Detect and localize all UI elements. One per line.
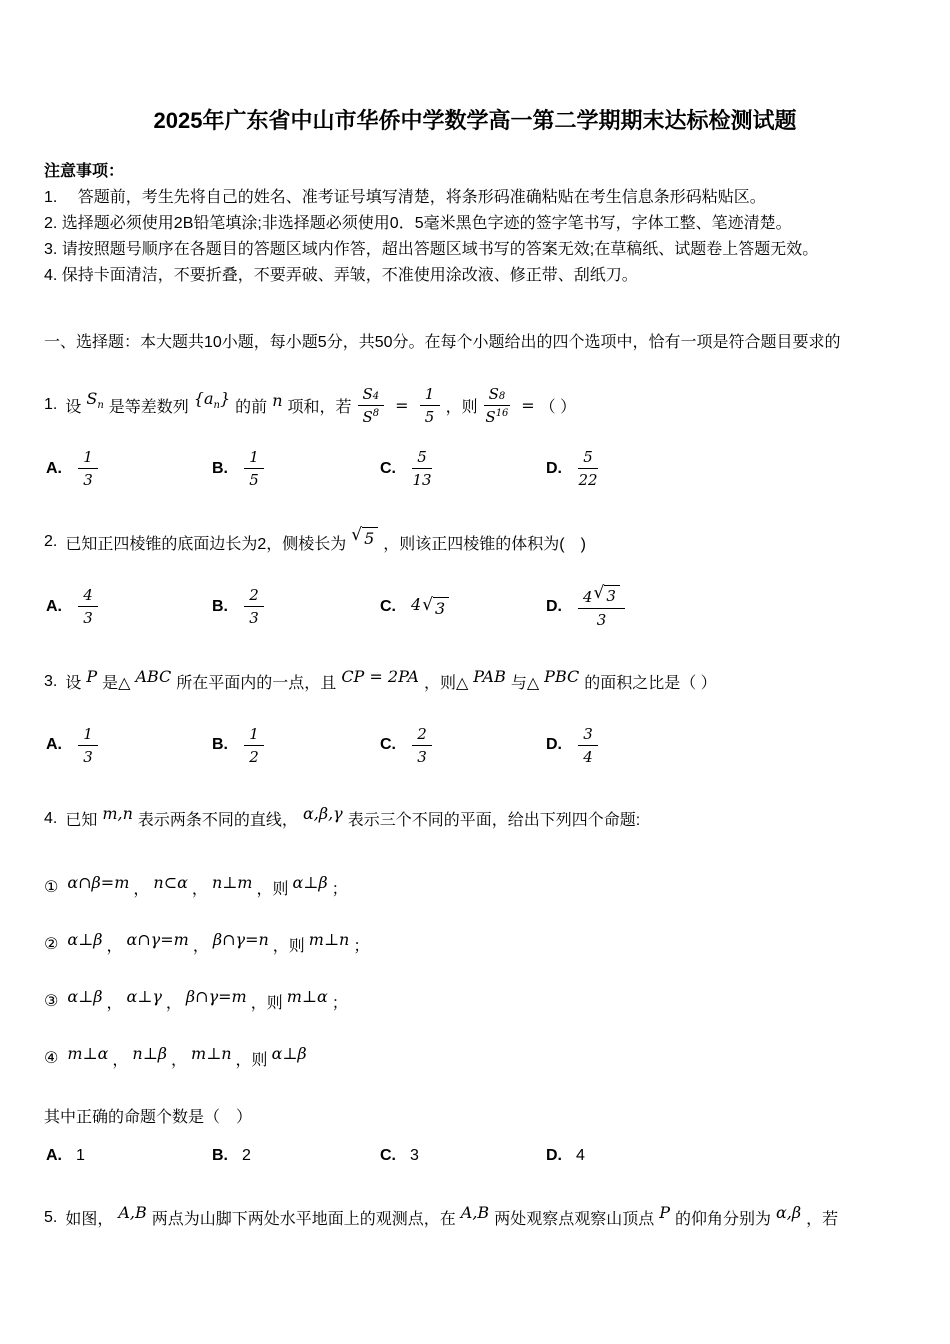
- brace-close: }: [219, 388, 231, 408]
- frac-numerator: 2: [412, 725, 432, 746]
- stem-text-triangle: ，则△: [423, 675, 469, 693]
- math-formula: α⊥β: [67, 929, 103, 949]
- stem-text: ，则: [445, 398, 478, 416]
- math-CP-2PA: CP = 2PA: [341, 667, 419, 687]
- question-3: [44, 659, 906, 766]
- notice-item-2: 2. 选择题必须使用2B铅笔填涂;非选择题必须使用0．5毫米黑色字迹的签字笔书写，字体工整、笔迹清楚。: [44, 215, 792, 232]
- option-label: A.: [46, 736, 62, 754]
- notice-heading: 注意事项：: [44, 163, 125, 180]
- math-base: S: [485, 407, 496, 426]
- stem-text: 项和，若: [287, 398, 352, 416]
- math-base: S: [86, 388, 98, 408]
- math-formula: α⊥β: [67, 986, 103, 1006]
- frac-denominator: 3: [83, 609, 93, 628]
- math-base: S: [488, 384, 499, 403]
- question-number: 2.: [44, 533, 58, 550]
- option-label: D.: [546, 597, 562, 615]
- question-3-options: [46, 725, 906, 766]
- math-PBC: PBC: [544, 667, 580, 687]
- frac-numerator: 5: [412, 448, 432, 469]
- radical: [594, 585, 620, 606]
- frac-denominator: 5: [249, 471, 259, 489]
- math-formula: n⊥m: [211, 872, 253, 892]
- exam-title: 2025年广东省中山市华侨中学数学高一第二学期期末达标检测试题: [153, 108, 797, 133]
- radical-sign: √: [351, 525, 363, 545]
- math-sub: 16: [495, 407, 509, 419]
- option-label: D.: [546, 459, 562, 477]
- question-number: 4.: [44, 809, 58, 827]
- math-AB: A,B: [460, 1203, 490, 1223]
- math-sub: n: [97, 400, 104, 412]
- section-heading-choice: 一、选择题：本大题共10小题，每小题5分，共50分。在每个小题给出的四个选项中，恰有一项是符合题目要求的: [44, 334, 841, 351]
- math-formula: α⊥γ: [126, 986, 162, 1006]
- separator: ，: [106, 994, 123, 1012]
- frac-numerator: 5: [578, 448, 598, 469]
- math-mn: m,n: [102, 804, 133, 824]
- math-sub: 8: [498, 390, 506, 402]
- notice-item-1: 1. 答题前，考生先将自己的姓名、准考证号填写清楚，将条形码准确粘贴在考生信息条形码粘贴区。: [44, 189, 766, 206]
- frac-numerator: 1: [244, 725, 264, 746]
- math-ABC: ABC: [135, 667, 172, 687]
- math-PAB: PAB: [473, 667, 506, 687]
- separator: ，: [106, 937, 123, 955]
- option-value: 4: [576, 1146, 585, 1164]
- stem-text: 如图，: [65, 1211, 114, 1229]
- math-P: P: [86, 667, 98, 687]
- option-label: B.: [212, 1146, 228, 1164]
- circled-number-4: ④: [44, 1050, 59, 1068]
- option-label: B.: [212, 597, 228, 615]
- radical: [351, 527, 378, 549]
- math-sequence-an: [194, 389, 230, 411]
- option-label: B.: [212, 736, 228, 754]
- radical-sign: √: [593, 583, 605, 603]
- option-D: [546, 1147, 906, 1165]
- frac-numerator: 1: [78, 448, 98, 469]
- coefficient: 4: [583, 587, 593, 606]
- circled-number-3: ③: [44, 993, 59, 1011]
- radicand: 3: [604, 585, 620, 606]
- equals-sign: =: [521, 395, 535, 415]
- option-label: D.: [546, 736, 562, 754]
- separator: ，: [165, 994, 182, 1012]
- math-formula: m⊥α: [67, 1043, 109, 1063]
- math-sub: 4: [372, 390, 380, 402]
- stem-text: 已知正四棱锥的底面边长为2，侧棱长为: [65, 535, 347, 553]
- question-1-stem: [44, 382, 906, 428]
- stem-text: 设: [65, 675, 82, 693]
- separator: ；: [353, 937, 370, 955]
- frac-numerator: 1: [78, 725, 98, 746]
- math-base: S: [362, 384, 373, 403]
- question-number: 1.: [44, 396, 58, 413]
- option-B: [212, 586, 380, 627]
- question-5: [44, 1195, 906, 1241]
- frac-denominator: 13: [412, 471, 432, 489]
- fraction: [244, 725, 264, 766]
- option-label: D.: [546, 1146, 562, 1164]
- proposition-4: [44, 1043, 906, 1070]
- fraction: [78, 586, 98, 627]
- math-formula: α∩β=m: [67, 872, 130, 892]
- circled-number-2: ②: [44, 936, 59, 954]
- question-1-options: [46, 448, 906, 489]
- separator: ，: [191, 880, 208, 898]
- fraction: [578, 448, 598, 489]
- proposition-2: [44, 929, 906, 956]
- separator: ，: [192, 937, 209, 955]
- proposition-3: [44, 986, 906, 1013]
- question-4: [44, 796, 906, 1165]
- frac-denominator: 22: [578, 471, 598, 489]
- option-label: A.: [46, 459, 62, 477]
- question-2-options: [46, 585, 906, 629]
- math-alpha-beta: α,β: [775, 1203, 802, 1223]
- separator: ，: [171, 1051, 188, 1069]
- option-label: C.: [380, 597, 396, 615]
- option-label: C.: [380, 736, 396, 754]
- option-value: 2: [242, 1146, 251, 1164]
- question-2-stem: [44, 519, 906, 565]
- math-P: P: [659, 1203, 670, 1223]
- stem-text-triangle: 是△: [102, 675, 131, 693]
- question-1: [44, 382, 906, 489]
- math-sub: n: [213, 400, 220, 412]
- option-C: [380, 725, 546, 766]
- math-n: n: [272, 390, 283, 410]
- frac-denominator: 5: [424, 407, 435, 426]
- frac-numerator: 1: [420, 385, 440, 406]
- frac-denominator: [363, 406, 380, 426]
- question-number: 3.: [44, 672, 58, 690]
- separator: ，: [133, 880, 150, 898]
- math-formula: α⊥β: [271, 1043, 307, 1063]
- math-AB: A,B: [118, 1203, 147, 1223]
- fraction-1-5: [420, 385, 440, 426]
- frac-denominator: 2: [249, 747, 259, 766]
- question-4-options: [46, 1147, 906, 1165]
- separator: ；: [331, 994, 348, 1012]
- fraction: [578, 585, 625, 629]
- frac-numerator: [358, 385, 385, 406]
- option-B: [212, 1147, 380, 1165]
- option-label: C.: [380, 459, 396, 477]
- fraction-S4-S8: [358, 385, 385, 426]
- brace-open: {: [193, 388, 204, 408]
- notice-section: [44, 159, 906, 289]
- option-label: C.: [380, 1146, 396, 1164]
- frac-numerator: 4: [78, 586, 98, 607]
- option-C: [380, 1147, 546, 1165]
- stem-text: 的仰角分别为: [674, 1211, 771, 1229]
- math-base: S: [362, 407, 373, 426]
- math-formula: m⊥n: [191, 1043, 232, 1063]
- question-4-conclusion: 其中正确的命题个数是（ ）: [44, 1108, 253, 1126]
- question-3-stem: [44, 659, 906, 705]
- option-A: [46, 1147, 212, 1165]
- stem-text: 表示三个不同的平面，给出下列四个命题:: [347, 812, 641, 830]
- option-label: A.: [46, 1146, 62, 1164]
- separator: ；: [331, 880, 348, 898]
- option-B: [212, 725, 380, 766]
- math-formula: α∩γ=m: [126, 929, 189, 949]
- question-2: [44, 519, 906, 629]
- math-sub: 8: [372, 407, 380, 419]
- fraction: [412, 448, 432, 489]
- radicand: 3: [433, 597, 449, 619]
- frac-numerator: 1: [244, 448, 264, 469]
- radical-sign: √: [422, 594, 434, 615]
- notice-item-4: 4. 保持卡面清洁，不要折叠，不要弄破、弄皱，不准使用涂改液、修正带、刮纸刀。: [44, 267, 638, 284]
- answer-blank: （ ）: [539, 398, 577, 416]
- frac-numerator: [578, 585, 625, 609]
- option-D: [546, 725, 906, 766]
- fraction: [244, 448, 264, 489]
- math-formula: m⊥α: [286, 986, 328, 1006]
- radical: [422, 594, 449, 619]
- fraction: [78, 448, 98, 489]
- frac-denominator: 3: [83, 747, 93, 766]
- answer-blank: 的面积之比是（ ）: [584, 675, 717, 693]
- frac-numerator: 3: [578, 725, 598, 746]
- option-D: [546, 448, 906, 489]
- option-B: [212, 448, 380, 489]
- frac-denominator: 3: [417, 747, 427, 766]
- question-4-stem: [44, 796, 906, 842]
- option-value: 3: [410, 1146, 419, 1164]
- fraction: [78, 725, 98, 766]
- stem-text: ，则该正四棱锥的体积为( ): [383, 535, 586, 553]
- stem-text: ，若: [806, 1211, 839, 1229]
- option-C: [380, 595, 546, 619]
- stem-text-triangle: 与△: [510, 675, 540, 693]
- option-A: [46, 725, 212, 766]
- stem-text: 已知: [65, 812, 98, 830]
- stem-text: 所在平面内的一点，且: [176, 675, 337, 693]
- frac-denominator: 3: [83, 471, 93, 489]
- option-value: 1: [76, 1146, 85, 1164]
- equals-sign: =: [395, 395, 409, 415]
- frac-denominator: 3: [249, 609, 259, 628]
- math-sqrt5: [351, 525, 378, 549]
- stem-text: 的前: [235, 398, 268, 416]
- option-C: [380, 448, 546, 489]
- fraction: [412, 725, 432, 766]
- fraction-S8-S16: [484, 385, 511, 426]
- notice-item-3: 3. 请按照题号顺序在各题目的答题区域内作答，超出答题区域书写的答案无效;在草稿纸、试题卷上答题无效。: [44, 241, 819, 258]
- stem-text: 两点为山脚下两处水平地面上的观测点，在: [151, 1211, 456, 1229]
- question-number: 5.: [44, 1208, 58, 1226]
- math-formula: β∩γ=m: [185, 986, 247, 1006]
- fraction: [578, 725, 598, 766]
- math-formula: α⊥β: [292, 872, 328, 892]
- frac-denominator: 3: [596, 610, 607, 629]
- math-formula: n⊂α: [153, 872, 188, 892]
- coefficient: 4: [411, 594, 422, 614]
- math-Sn: [86, 389, 103, 411]
- radicand: 5: [362, 527, 378, 549]
- stem-text: 表示两条不同的直线，: [137, 812, 298, 830]
- stem-text: 两处观察点观察山顶点: [494, 1211, 655, 1229]
- math-base: a: [203, 388, 214, 408]
- option-A: [46, 448, 212, 489]
- math-4sqrt3: [411, 595, 449, 619]
- circled-number-1: ①: [44, 879, 59, 897]
- math-formula: n⊥β: [132, 1043, 167, 1063]
- option-label: A.: [46, 597, 62, 615]
- frac-numerator: [484, 385, 511, 406]
- frac-denominator: 4: [583, 747, 593, 766]
- math-alpha-beta-gamma: α,β,γ: [302, 804, 343, 824]
- proposition-1: [44, 872, 906, 899]
- math-formula: m⊥n: [308, 929, 350, 949]
- option-label: B.: [212, 459, 228, 477]
- frac-denominator: [485, 406, 508, 426]
- separator-then: ，则: [250, 994, 283, 1012]
- frac-numerator: 2: [244, 586, 264, 607]
- separator: ，: [112, 1051, 129, 1069]
- separator-then: ，则: [256, 880, 289, 898]
- question-5-stem: [44, 1195, 906, 1241]
- separator-then: ，则: [272, 937, 305, 955]
- option-D: [546, 585, 906, 629]
- separator-then: ，则: [235, 1051, 268, 1069]
- option-A: [46, 586, 212, 627]
- stem-text: 是等差数列: [108, 398, 189, 416]
- stem-text: 设: [65, 398, 82, 416]
- math-formula: β∩γ=n: [212, 929, 269, 949]
- fraction: [244, 586, 264, 627]
